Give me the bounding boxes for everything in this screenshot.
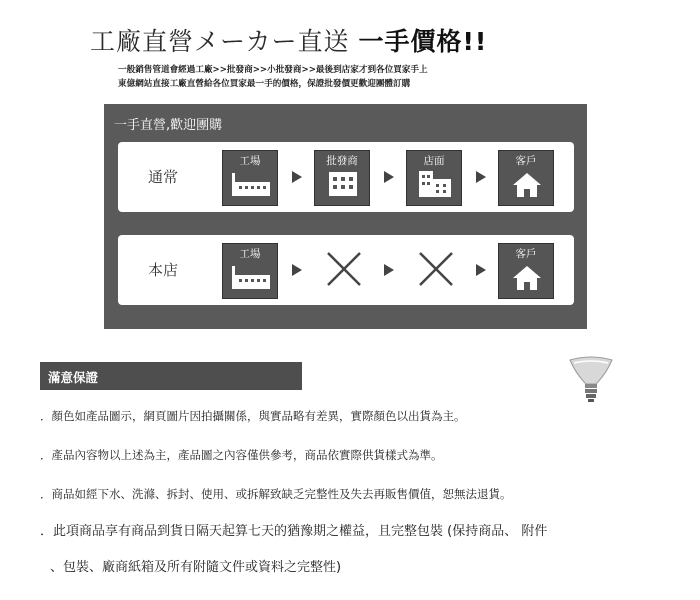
cross-icon: [324, 247, 364, 291]
notice-line-3: ．商品如經下水、洗滌、拆封、使用、或拆解致缺乏完整性及失去再販售價值，恕無法退貨。: [40, 487, 512, 501]
arrow-right-icon: [476, 171, 486, 183]
step-customer: [498, 150, 554, 206]
row-label-store: 本店: [148, 261, 179, 279]
notice-line-1: ．顏色如產品圖示，網頁圖片因拍攝關係，與實品略有差異，實際顏色以出貨為主。: [40, 409, 466, 423]
arrow-right-icon: [292, 264, 302, 276]
step-label: 客戶: [515, 155, 537, 167]
section-header-bar: [40, 362, 302, 390]
home-icon: [507, 262, 547, 292]
distribution-panel: [104, 104, 587, 329]
arrow-right-icon: [384, 264, 394, 276]
subtitle-line-1: 一般銷售管道會經過工廠>>批發商>>小批發商>>最後到店家才到各位買家手上: [118, 65, 428, 75]
row-our-store: [118, 235, 574, 305]
step-store: [406, 150, 462, 206]
building-icon: [323, 169, 363, 199]
factory-icon: [231, 169, 271, 199]
step-label: 工場: [239, 248, 261, 260]
title-part-1: 工廠直營メーカー直送: [90, 27, 350, 56]
factory-icon: [231, 262, 271, 292]
notice-line-5: 、包裝、廠商紙箱及所有附隨文件或資料之完整性): [50, 560, 342, 575]
cross-icon: [416, 247, 456, 291]
row-label-normal: 通常: [148, 168, 179, 186]
panel-title: 一手直營,歡迎團購: [114, 118, 223, 133]
step-label: 批發商: [326, 155, 358, 167]
home-icon: [507, 169, 547, 199]
notice-line-4: ．此項商品享有商品到貨日隔天起算七天的猶豫期之權益，且完整包裝 (保持商品、 附件: [40, 524, 548, 539]
arrow-right-icon: [384, 171, 394, 183]
step-label: 店面: [423, 155, 445, 167]
subtitle-line-2: 東億網站直接工廠直營給各位買家最一手的價格，保證批發價更歡迎團體訂購: [118, 79, 411, 89]
store-icon: [415, 169, 455, 199]
title-part-2: 一手價格!!: [358, 27, 488, 56]
step-factory: [222, 150, 278, 206]
step-factory: [222, 243, 278, 299]
arrow-right-icon: [476, 264, 486, 276]
notice-line-2: ．產品內容物以上述為主，產品圖之內容僅供參考，商品依實際供貨樣式為準。: [40, 448, 443, 462]
light-bulb-icon: [566, 354, 616, 404]
section-title: 滿意保證: [48, 370, 99, 385]
step-customer: [498, 243, 554, 299]
page-title: [90, 22, 487, 58]
step-label: 工場: [239, 155, 261, 167]
step-label: 客戶: [515, 248, 537, 260]
arrow-right-icon: [292, 171, 302, 183]
step-wholesaler: [314, 150, 370, 206]
row-normal-channel: [118, 142, 574, 212]
